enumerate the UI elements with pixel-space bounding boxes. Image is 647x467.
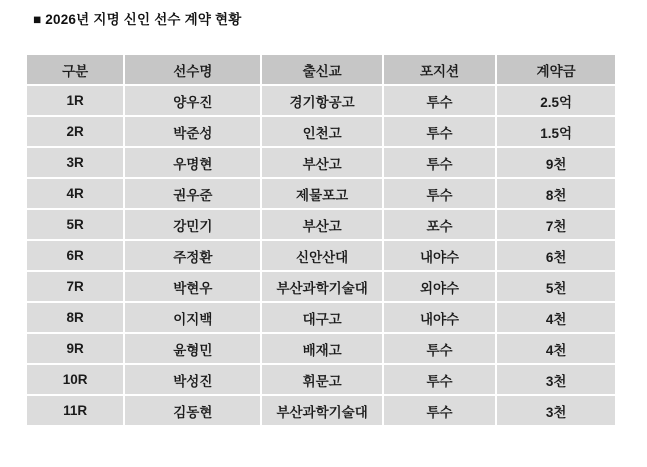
cell-position: 외야수 (384, 272, 495, 301)
cell-player-name: 우명현 (125, 148, 260, 177)
cell-school: 대구고 (262, 303, 381, 332)
cell-position: 투수 (384, 334, 495, 363)
table-body (27, 86, 615, 425)
column-header-signing-bonus: 계약금 (497, 55, 615, 84)
cell-school: 부산고 (262, 210, 381, 239)
cell-round: 9R (27, 334, 123, 363)
table-row (27, 117, 615, 146)
column-header-round: 구분 (27, 55, 123, 84)
table-row (27, 303, 615, 332)
table-header-row (27, 55, 615, 84)
cell-position: 내야수 (384, 303, 495, 332)
cell-round: 11R (27, 396, 123, 425)
page-title: ■ 2026년 지명 신인 선수 계약 현황 (33, 12, 242, 27)
cell-school: 인천고 (262, 117, 381, 146)
cell-round: 10R (27, 365, 123, 394)
cell-signing-bonus: 4천 (497, 303, 615, 332)
cell-player-name: 박현우 (125, 272, 260, 301)
cell-position: 포수 (384, 210, 495, 239)
cell-signing-bonus: 5천 (497, 272, 615, 301)
cell-player-name: 박준성 (125, 117, 260, 146)
column-header-position: 포지션 (384, 55, 495, 84)
cell-round: 1R (27, 86, 123, 115)
cell-round: 2R (27, 117, 123, 146)
cell-position: 투수 (384, 117, 495, 146)
cell-player-name: 강민기 (125, 210, 260, 239)
table-row (27, 210, 615, 239)
cell-player-name: 양우진 (125, 86, 260, 115)
table-row (27, 179, 615, 208)
cell-signing-bonus: 3천 (497, 396, 615, 425)
cell-signing-bonus: 9천 (497, 148, 615, 177)
cell-school: 제물포고 (262, 179, 381, 208)
cell-signing-bonus: 7천 (497, 210, 615, 239)
cell-player-name: 주정환 (125, 241, 260, 270)
cell-signing-bonus: 3천 (497, 365, 615, 394)
cell-school: 경기항공고 (262, 86, 381, 115)
cell-round: 5R (27, 210, 123, 239)
cell-round: 3R (27, 148, 123, 177)
column-header-player-name: 선수명 (125, 55, 260, 84)
cell-position: 투수 (384, 365, 495, 394)
cell-position: 투수 (384, 148, 495, 177)
cell-signing-bonus: 8천 (497, 179, 615, 208)
rookie-contract-table (25, 53, 617, 427)
cell-school: 부산과학기술대 (262, 396, 381, 425)
column-header-school: 출신교 (262, 55, 381, 84)
cell-round: 8R (27, 303, 123, 332)
cell-position: 투수 (384, 396, 495, 425)
cell-player-name: 박성진 (125, 365, 260, 394)
cell-school: 부산고 (262, 148, 381, 177)
cell-position: 내야수 (384, 241, 495, 270)
cell-player-name: 김동현 (125, 396, 260, 425)
cell-player-name: 권우준 (125, 179, 260, 208)
cell-player-name: 이지백 (125, 303, 260, 332)
cell-signing-bonus: 1.5억 (497, 117, 615, 146)
cell-round: 6R (27, 241, 123, 270)
cell-school: 휘문고 (262, 365, 381, 394)
cell-signing-bonus: 2.5억 (497, 86, 615, 115)
cell-position: 투수 (384, 179, 495, 208)
cell-position: 투수 (384, 86, 495, 115)
cell-player-name: 윤형민 (125, 334, 260, 363)
table-row (27, 148, 615, 177)
table-row (27, 241, 615, 270)
table-row (27, 272, 615, 301)
table-row (27, 396, 615, 425)
table-row (27, 86, 615, 115)
cell-round: 4R (27, 179, 123, 208)
cell-round: 7R (27, 272, 123, 301)
cell-signing-bonus: 4천 (497, 334, 615, 363)
cell-signing-bonus: 6천 (497, 241, 615, 270)
cell-school: 부산과학기술대 (262, 272, 381, 301)
cell-school: 배재고 (262, 334, 381, 363)
cell-school: 신안산대 (262, 241, 381, 270)
table-row (27, 365, 615, 394)
table-row (27, 334, 615, 363)
